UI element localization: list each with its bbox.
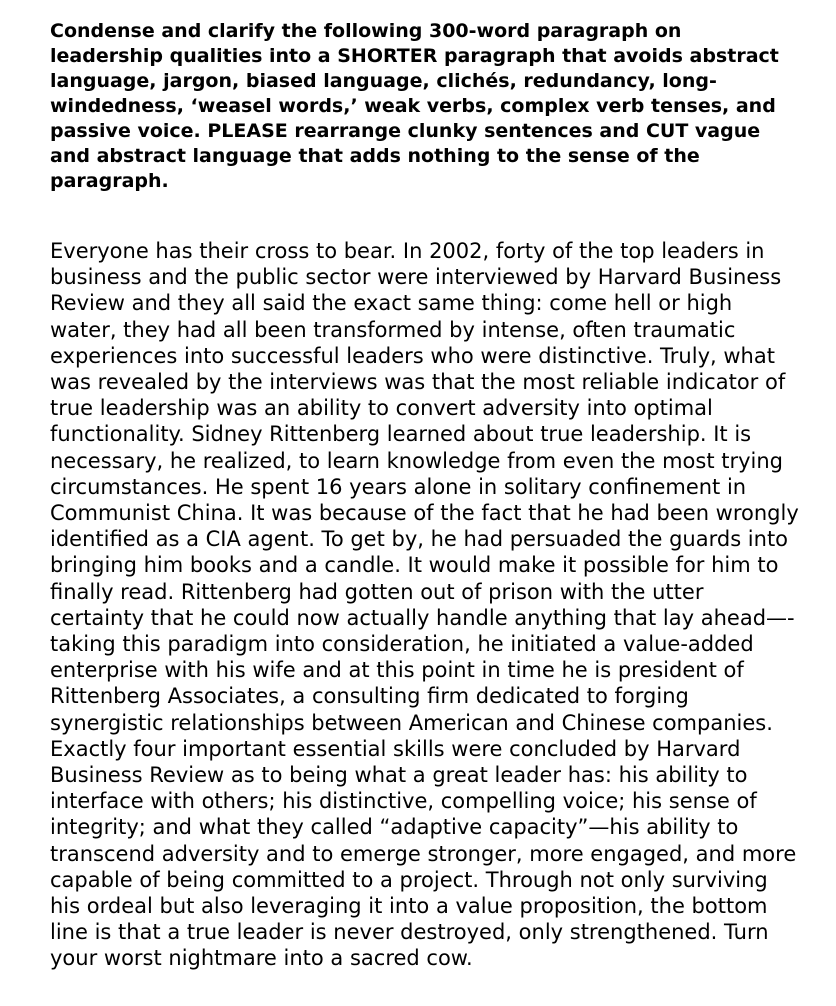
paragraph-line: synergistic relationships between American and Chinese companies. xyxy=(50,710,773,735)
paragraph-line: necessary, he realized, to learn knowledge from even the most trying xyxy=(50,448,784,473)
paragraph-line: integrity; and what they called “adaptive capacity”—his ability to xyxy=(50,815,739,840)
paragraph-line: functionality. Sidney Rittenberg learned about true leadership. It is xyxy=(50,422,752,447)
paragraph-line: interface with others; his distinctive, compelling voice; his sense of xyxy=(50,789,757,814)
paragraph-line: experiences into successful leaders who were distinctive. Truly, what xyxy=(50,343,775,368)
paragraph-line: business and the public sector were interviewed by Harvard Business xyxy=(50,265,782,290)
paragraph-line: bringing him books and a candle. It would make it possible for him to xyxy=(50,553,779,578)
paragraph-line: Exactly four important essential skills were concluded by Harvard xyxy=(50,736,741,761)
instructions-line: leadership qualities into a SHORTER paragraph that avoids abstract xyxy=(50,45,779,67)
paragraph-line: identified as a CIA agent. To get by, he had persuaded the guards into xyxy=(50,527,789,552)
paragraph-line: was revealed by the interviews was that the most reliable indicator of xyxy=(50,370,786,395)
paragraph-line: true leadership was an ability to convert adversity into optimal xyxy=(50,396,713,421)
paragraph-line: certainty that he could now actually handle anything that lay ahead—- xyxy=(50,605,795,630)
paragraph-line: Rittenberg Associates, a consulting firm dedicated to forging xyxy=(50,684,689,709)
instructions-line: language, jargon, biased language, clichés, redundancy, long- xyxy=(50,70,717,92)
paragraph-line: finally read. Rittenberg had gotten out of prison with the utter xyxy=(50,579,704,604)
paragraph-line: enterprise with his wife and at this point in time he is president of xyxy=(50,658,744,683)
instructions-line: and abstract language that adds nothing to the sense of the xyxy=(50,145,700,167)
paragraph-line: water, they had all been transformed by intense, often traumatic xyxy=(50,317,736,342)
instructions-text xyxy=(50,19,836,194)
paragraph-line: Review and they all said the exact same thing: come hell or high xyxy=(50,291,733,316)
leadership-paragraph xyxy=(50,238,836,972)
document-page xyxy=(50,19,836,971)
paragraph-line: Everyone has their cross to bear. In 2002, forty of the top leaders in xyxy=(50,239,765,263)
instructions-line: paragraph. xyxy=(50,170,169,192)
paragraph-line: Communist China. It was because of the fact that he had been wrongly xyxy=(50,501,799,526)
paragraph-line: taking this paradigm into consideration, he initiated a value-added xyxy=(50,632,754,657)
instructions-line: passive voice. PLEASE rearrange clunky sentences and CUT vague xyxy=(50,120,761,142)
paragraph-line: capable of being committed to a project. Through not only surviving xyxy=(50,867,768,892)
paragraph-line: Business Review as to being what a great leader has: his ability to xyxy=(50,763,748,788)
instructions-line: Condense and clarify the following 300-word paragraph on xyxy=(50,20,682,42)
instructions-line: windedness, ‘weasel words,’ weak verbs, complex verb tenses, and xyxy=(50,95,776,117)
paragraph-line: transcend adversity and to emerge stronger, more engaged, and more xyxy=(50,841,797,866)
paragraph-line: your worst nightmare into a sacred cow. xyxy=(50,946,473,971)
paragraph-line: line is that a true leader is never destroyed, only strengthened. Turn xyxy=(50,920,769,945)
paragraph-line: his ordeal but also leveraging it into a value proposition, the bottom xyxy=(50,894,768,919)
paragraph-line: circumstances. He spent 16 years alone in solitary confinement in xyxy=(50,474,747,499)
